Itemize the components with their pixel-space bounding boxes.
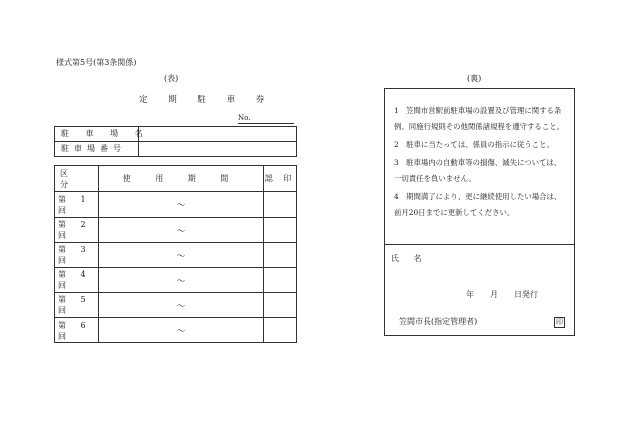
row-seal[interactable] xyxy=(264,318,296,343)
ticket-number-field[interactable] xyxy=(238,114,294,124)
row-seal[interactable] xyxy=(264,243,296,267)
row-division: 第 4 回 xyxy=(55,268,99,292)
division-header: 区 分 xyxy=(55,166,99,191)
note-item: 1 笠間市営駅前駐車場の設置及び管理に関する条例、同施行規則その他関係諸規程を遵守すること。 xyxy=(394,106,564,131)
row-division: 第 3 回 xyxy=(55,243,99,267)
table-row xyxy=(55,242,296,267)
back-side-box xyxy=(384,88,575,336)
parking-number-label: 駐車場番号 xyxy=(55,142,139,157)
row-seal[interactable] xyxy=(264,192,296,217)
parking-name-label: 駐 車 場 名 xyxy=(55,127,139,141)
row-seal[interactable] xyxy=(264,268,296,292)
row-period[interactable]: 〜 xyxy=(99,243,264,267)
ticket-number-label: No. xyxy=(238,114,251,122)
parking-number-value[interactable] xyxy=(139,142,296,157)
usage-table-header xyxy=(55,166,296,192)
row-period[interactable]: 〜 xyxy=(99,268,264,292)
row-division: 第 5 回 xyxy=(55,293,99,317)
issue-date: 年 月 日発行 xyxy=(466,290,538,299)
table-row xyxy=(55,192,296,217)
parking-info-table xyxy=(54,126,297,157)
usage-period-table xyxy=(54,165,297,343)
parking-name-row xyxy=(55,127,296,142)
table-row xyxy=(55,317,296,343)
row-period[interactable]: 〜 xyxy=(99,318,264,343)
signature-section xyxy=(385,245,574,337)
form-number: 様式第5号(第3条関係) xyxy=(56,58,137,67)
notes-section xyxy=(385,89,574,245)
parking-number-row xyxy=(55,142,296,157)
note-item: 2 駐車に当たっては、係員の指示に従うこと。 xyxy=(394,140,554,149)
name-label: 氏 名 xyxy=(391,254,428,263)
note-item: 4 期間満了により、更に継続使用したい場合は、前月20日までに更新してください。 xyxy=(394,192,562,217)
seal-header: 認 印 xyxy=(264,174,296,183)
parking-name-value[interactable] xyxy=(139,127,296,141)
row-seal[interactable] xyxy=(264,293,296,317)
note-item: 3 駐車場内の自動車等の損傷、滅失については、一切責任を負いません。 xyxy=(394,158,562,183)
front-heading: (表) xyxy=(164,74,179,83)
row-period[interactable]: 〜 xyxy=(99,218,264,242)
table-row xyxy=(55,267,296,292)
row-period[interactable]: 〜 xyxy=(99,192,264,217)
row-period[interactable]: 〜 xyxy=(99,293,264,317)
period-header: 使 用 期 間 xyxy=(99,166,264,191)
row-seal[interactable] xyxy=(264,218,296,242)
table-row xyxy=(55,292,296,317)
seal-mark: 印 xyxy=(556,318,563,326)
row-division: 第 2 回 xyxy=(55,218,99,242)
back-heading: (裏) xyxy=(467,74,482,83)
row-division: 第 1 回 xyxy=(55,192,99,217)
mayor-label: 笠間市長(指定管理者) xyxy=(399,317,478,326)
table-row xyxy=(55,217,296,242)
row-division: 第 6 回 xyxy=(55,318,99,343)
document-title: 定 期 駐 車 券 xyxy=(139,95,274,105)
